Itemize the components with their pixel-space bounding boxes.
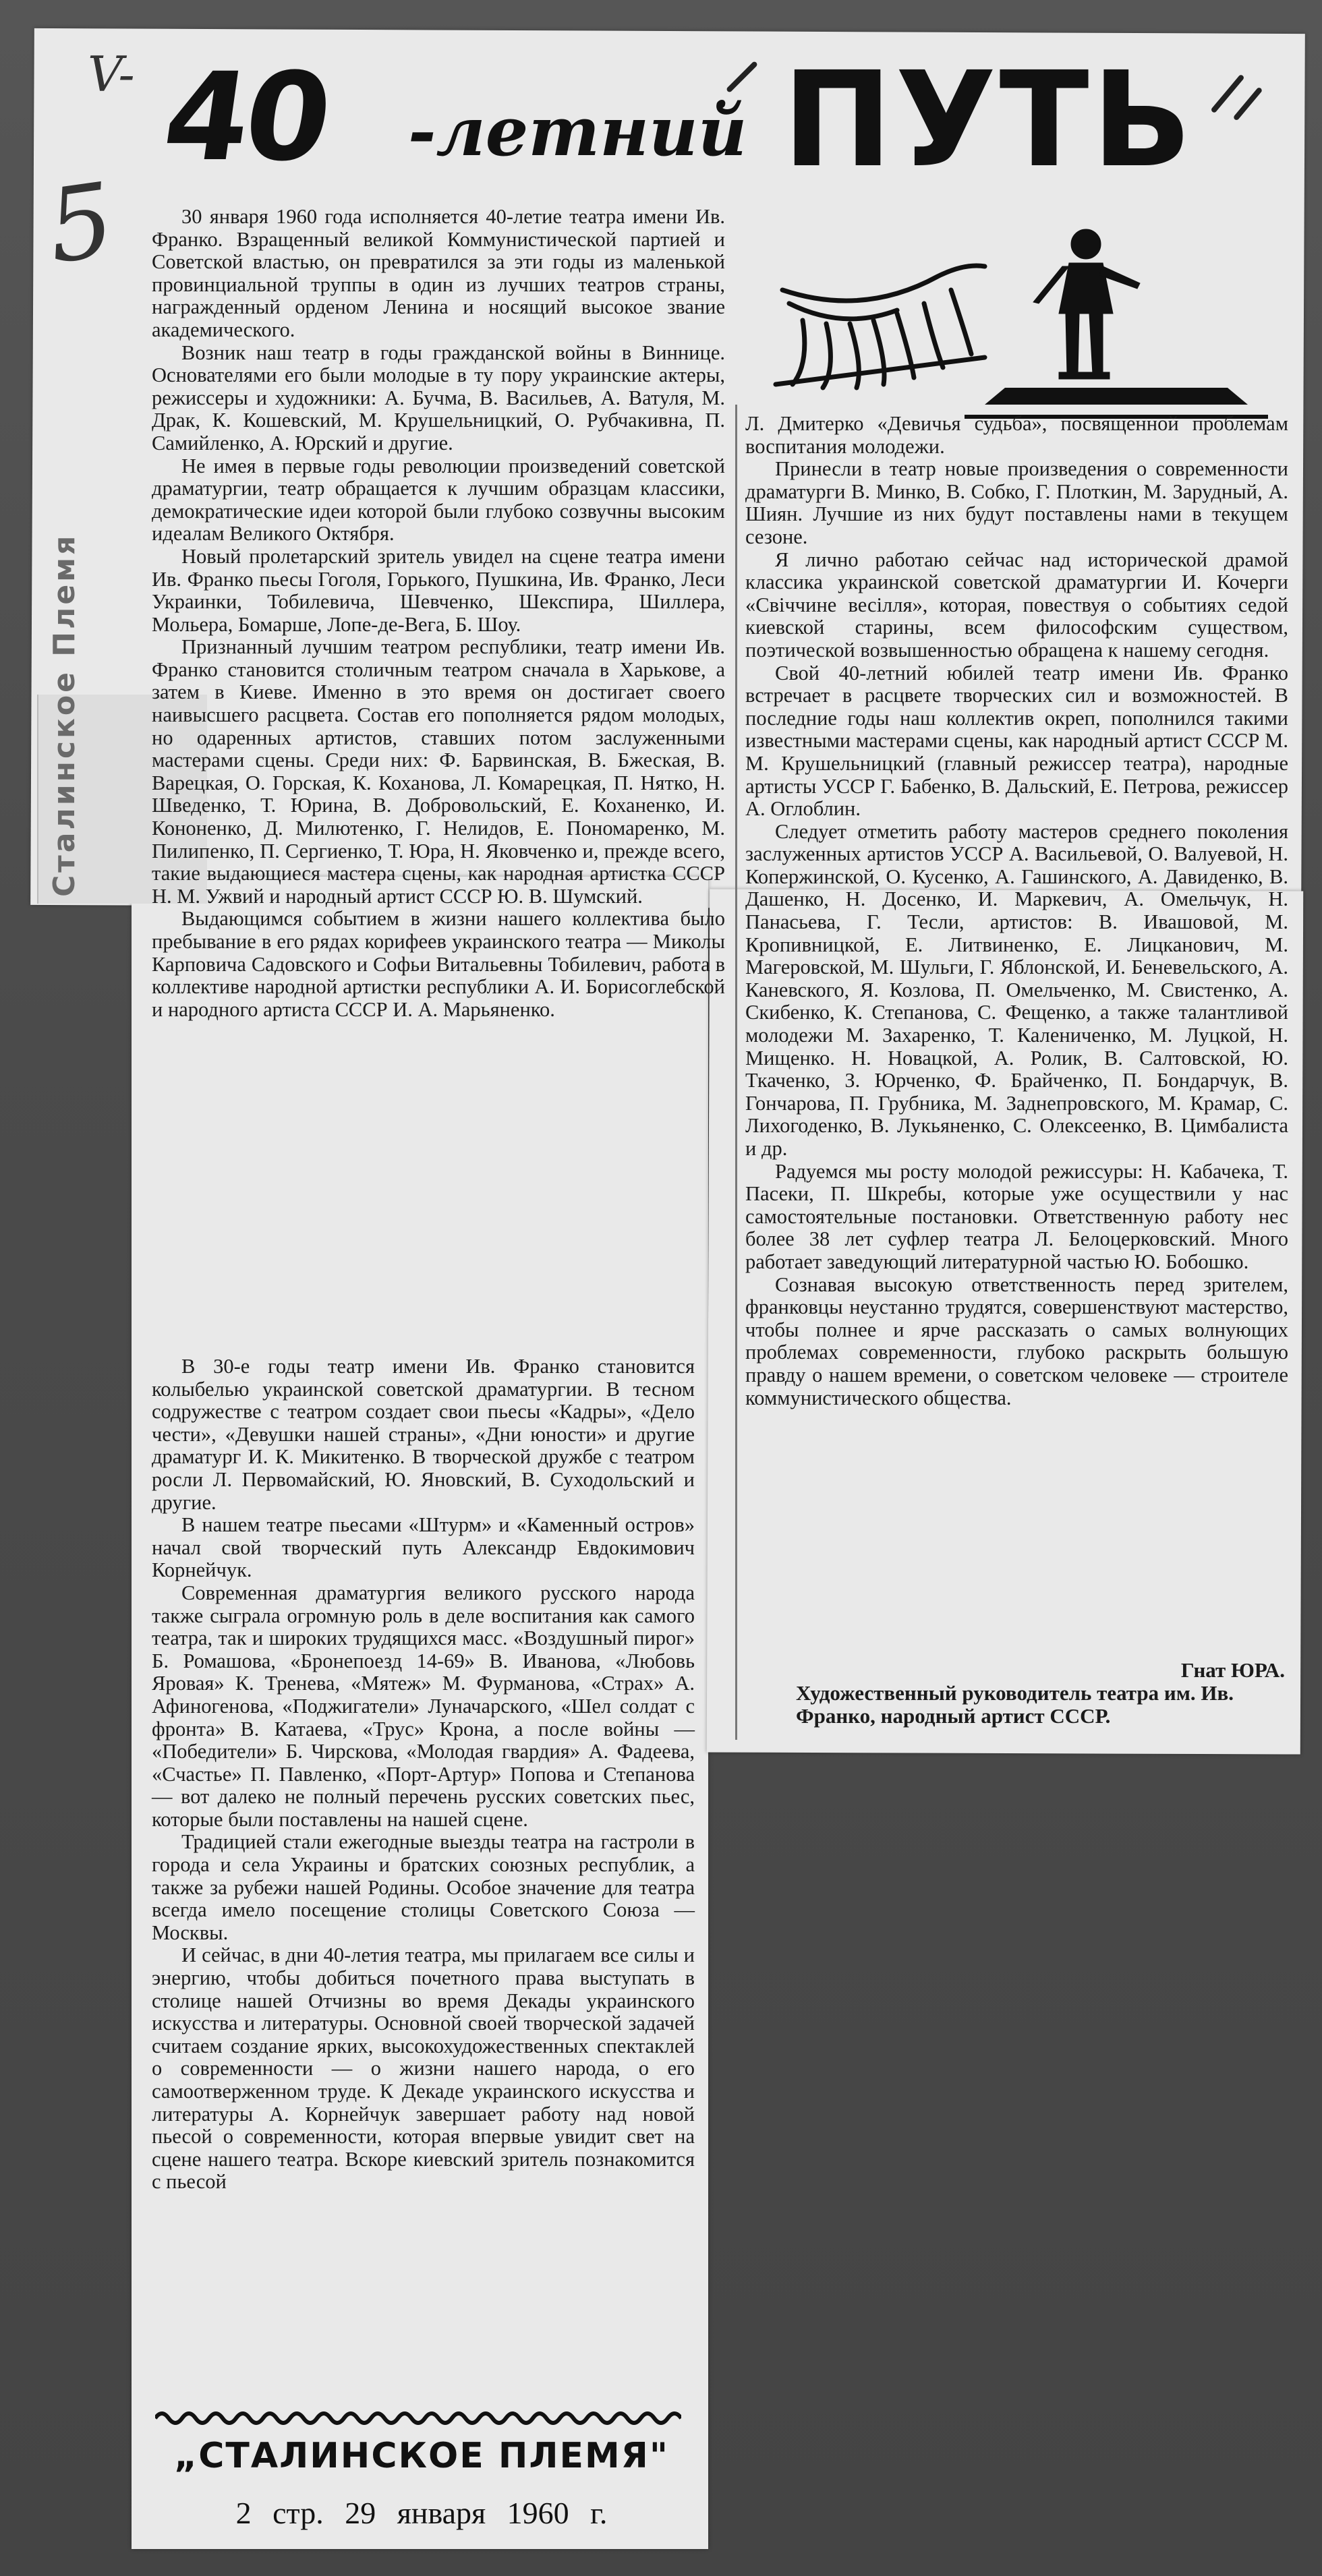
- wavy-rule: [155, 2409, 681, 2428]
- paragraph: Л. Дмитерко «Девичья судьба», посвященной проблемам воспитания молодежи.: [745, 412, 1288, 458]
- actor-figure-icon: [1033, 229, 1140, 379]
- paragraph: В 30-е годы театр имени Ив. Франко становится колыбелью украинской советской драматургии. В тесном содружестве с театром создает свои пьесы «Кадры», «Дело чести», «Девушки нашей страны», «Дни юности» и другие драматург И. К. Микитенко. В творческой дружбе с театром росли Л. Первомайский, Ю. Яновский, В. Суходольский и другие.: [152, 1355, 695, 1514]
- author-name: Гнат ЮРА.: [1180, 1658, 1285, 1682]
- paragraph: Возник наш театр в годы гражданской войны в Виннице. Основателями его были молодые в ту пору украинские актеры, режиссеры и художники: А. Бучма, В. Васильев, А. Ватуля, М. Драк, К. Кошевский, М. Крушельницкий, О. Рубчакивна, П. Самийленко, А. Юрский и другие.: [152, 341, 725, 455]
- headline: [155, 43, 1278, 196]
- paragraph: Свой 40-летний юбилей театр имени Ив. Франко встречает в расцвете творческих сил и возможностей. В последние годы наш коллектив окреп, пополнился такими известными мастерами сцены, как народный артист СССР М. М. Крушельницкий (главный режиссер театра), народные артисты УССР Г. Бабенко, В. Дальский, Е. Петрова, режиссер А. Оглоблин.: [745, 661, 1288, 821]
- headline-number: 40: [155, 47, 337, 188]
- paragraph: Принесли в театр новые произведения о современности драматурги В. Минко, В. Собко, Г. Плоткин, М. Зарудный, А. Шиян. Лучшие из них будут поставлены нами в текущем сезоне.: [745, 457, 1288, 548]
- paragraph: 30 января 1960 года исполняется 40-летие театра имени Ив. Франко. Взращенный великой Коммунистической партией и Советской властью, он превратился за эти годы из маленькой провинциальной труппы в один из лучших театров страны, награжденный орденом Ленина и носящий высокое звание академического.: [152, 205, 725, 341]
- paragraph: Следует отметить работу мастеров среднего поколения заслуженных артистов УССР А. Васильевой, О. Валуевой, Н. Копержинской, О. Кусенко, А. Гашинского, А. Давиденко, В. Дашенко, Н. Досенко, И. Маркевич, А. Омельчук, Н. Панасьева, Г. Тесли, артистов: В. Ивашовой, М. Кропивницкой, Е. Литвиненко, Е. Лицканович, М. Магеровской, М. Шульги, Г. Яблонской, И. Беневельского, А. Каневского, Я. Козлова, П. Омельченко, М. Свистенко, А. Скибенко, К. Степанова, С. Фещенко, а также талантливой молодежи М. Захаренко, Т. Калениченко, М. Луцкой, Н. Мищенко. Н. Новацкой, А. Ролик, В. Салтовской, Ю. Ткаченко, З. Юрченко, Ф. Брайченко, П. Бондарчук, В. Гончарова, П. Грубника, М. Заднепровского, М. Крамар, С. Лихогоденко, В. Лукьяненко, С. Олексеенко, В. Цимбалиста и др.: [745, 819, 1288, 1160]
- newspaper-masthead: „СТАЛИНСКОЕ ПЛЕМЯ": [174, 2436, 669, 2476]
- paragraph: И сейчас, в дни 40-летия театра, мы прилагаем все силы и энергию, чтобы добиться почетного права выступать в столице нашей Отчизны во время Декады украинского искусства и литературы. Основной своей творческой задачей считаем создание ярких, высокохудожественных спектаклей о современности — о жизни нашего народа, о его самоотверженном труде. К Декаде украинского искусства и литературы А. Корнейчук завершает работу над новой пьесой о современности, которая впервые увидит свет на сцене нашего театра. Вскоре киевский зритель познакомится с пьесой: [152, 1943, 695, 2194]
- paragraph: Признанный лучшим театром республики, театр имени Ив. Франко становится столичным театром сначала в Харькове, а затем в Киеве. Именно в это время он достигает своего наивысшего расцвета. Состав его пополняется рядом молодых, но одаренных артистов, ставших потом заслуженными мастерами сцены. Среди них: Ф. Барвинская, В. Бжеская, В. Варецкая, О. Горская, К. Коханова, Л. Комарецкая, П. Нятко, Н. Шведенко, Т. Юрина, В. Добровольский, Е. Коханенко, И. Кононенко, Д. Милютенко, Г. Нелидов, Е. Пономаренко, М. Пилипенко, П. Сергиенко, Т. Юра, Н. Яковченко и, прежде всего, такие выдающиеся мастера сцены, как народная артистка СССР Н. М. Ужвий и народный артист СССР Ю. В. Шумский.: [152, 635, 725, 908]
- newspaper-dateline: 2 стр. 29 января 1960 г.: [235, 2496, 608, 2530]
- headline-middle: -летний: [408, 92, 747, 171]
- pencil-mark-top: V-: [88, 46, 135, 103]
- author-affiliation: Художественный руководитель театра им. Ив. Франко, народный артист СССР.: [796, 1681, 1234, 1728]
- article-column-1-continued: [152, 1355, 695, 2194]
- author-signature: [745, 1659, 1285, 1728]
- paragraph: Сознавая высокую ответственность перед зрителем, франковцы неустанно трудятся, совершенствуют мастерство, чтобы полнее и ярче рассказать о самых волнующих проблемах современности, глубоко раскрыть большую правду о нашем времени, о советском человеке — строителе коммунистического общества.: [745, 1272, 1288, 1409]
- article-column-1: [152, 206, 725, 1021]
- paragraph: Новый пролетарский зритель увидел на сцене театра имени Ив. Франко пьесы Гоголя, Горького, Пушкина, Ив. Франко, Леси Украинки, Тобилевича, Шевченко, Шекспира, Шиллера, Мольера, Бомарше, Лопе-де-Вега, Б. Шоу.: [152, 544, 725, 636]
- paragraph: Радуемся мы росту молодой режиссуры: Н. Кабачека, Т. Пасеки, П. Шкребы, которые уже осуществили у нас самостоятельные постановки. Ответственную работу нес более 38 лет суфлер театра Л. Белоцерковский. Много работает заведующий литературной частью Ю. Бобошко.: [745, 1159, 1288, 1273]
- paragraph: Не имея в первые годы революции произведений советской драматургии, театр обращается к лучшим образцам классики, демократические идеи которой были глубоко созвучны высоким идеалам Великого Октября.: [152, 454, 725, 546]
- stage-illustration: [762, 202, 1288, 425]
- curtain-icon: [776, 266, 985, 388]
- pencil-mark-side: 5: [40, 161, 121, 287]
- headline-word: ПУТЬ: [782, 43, 1195, 196]
- paragraph: Выдающимся событием в жизни нашего коллектива было пребывание в его рядах корифеев украинского театра — Миколы Карповича Садовского и Софьи Витальевны Тобилевич, работа в коллективе народной артистки республики А. И. Борисоглебской и народного артиста СССР И. А. Марьяненко.: [152, 907, 725, 1021]
- paragraph: Современная драматургия великого русского народа также сыграла огромную роль в деле воспитания как самого театра, так и широких трудящихся масс. «Воздушный пирог» Б. Ромашова, «Бронепоезд 14-69» В. Иванова, «Любовь Яровая» К. Тренева, «Мятеж» М. Фурманова, «Страх» А. Афиногенова, «Поджигатели» Луначарского, «Шел солдат с фронта» В. Катаева, «Трус» Крона, а после войны — «Победители» Б. Чирскова, «Молодая гвардия» А. Фадеева, «Счастье» П. Павленко, «Порт-Артур» Попова и Степанова — вот далеко не полный перечень русских советских пьес, которые были поставлены на нашей сцене.: [152, 1581, 695, 1831]
- article-column-2: [745, 413, 1288, 1409]
- paragraph: Я лично работаю сейчас над исторической драмой классика украинской советской драматургии И. Кочерги «Свiччине весiлля», которая, повествуя о событиях седой киевской старины, всем философским существом, поэтической возвышенностью обращена к нашему сегодня.: [745, 548, 1288, 662]
- archive-stamp: Сталинское Племя: [47, 533, 82, 897]
- column-divider: [735, 405, 737, 1740]
- paragraph: Традицией стали ежегодные выезды театра на гастроли в города и села Украины и братских союзных республик, а также за рубежи нашей Родины. Особое значение для театра всегда имело посещение столицы Советского Союза — Москвы.: [152, 1830, 695, 1944]
- paragraph: В нашем театре пьесами «Штурм» и «Каменный остров» начал свой творческий путь Александр Евдокимович Корнейчук.: [152, 1513, 695, 1582]
